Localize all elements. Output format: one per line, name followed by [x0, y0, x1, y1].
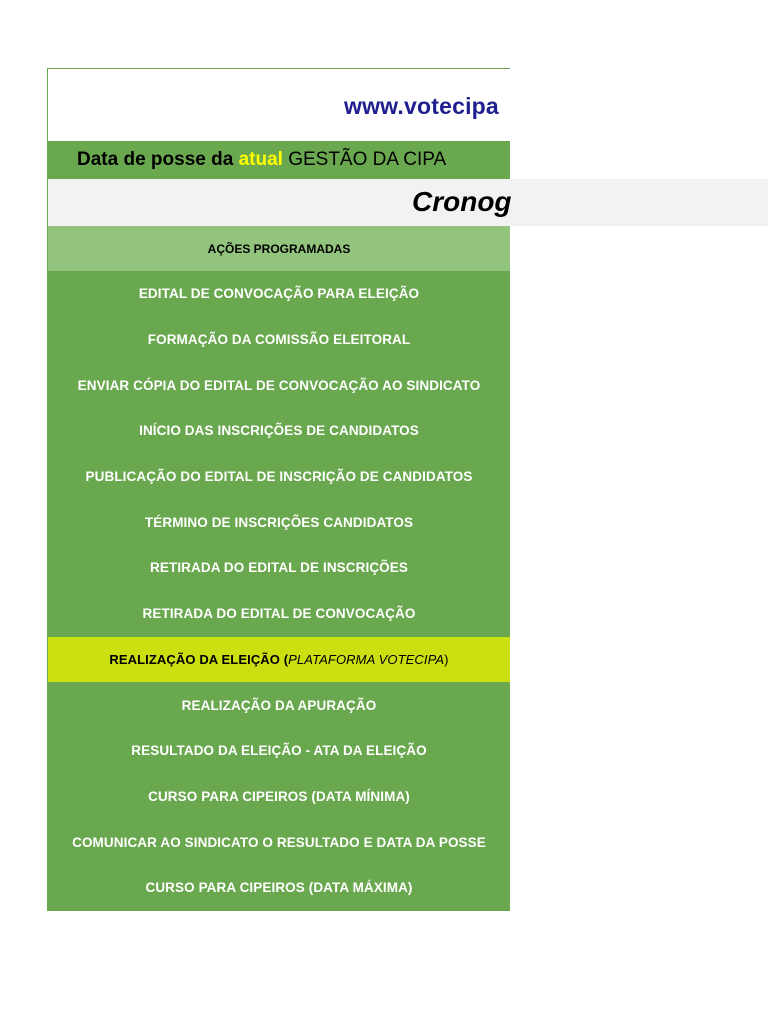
- table-row[interactable]: ENVIAR CÓPIA DO EDITAL DE CONVOCAÇÃO AO SINDICATO: [48, 362, 510, 408]
- column-header-acoes: AÇÕES PROGRAMADAS: [48, 226, 510, 271]
- posse-highlight: atual: [238, 149, 283, 170]
- table-row[interactable]: PUBLICAÇÃO DO EDITAL DE INSCRIÇÃO DE CANDIDATOS: [48, 454, 510, 500]
- cronograma-title: Cronog: [412, 186, 512, 217]
- website-url[interactable]: www.votecipa: [344, 93, 499, 119]
- table-row[interactable]: TÉRMINO DE INSCRIÇÕES CANDIDATOS: [48, 499, 510, 545]
- table-row[interactable]: REALIZAÇÃO DA APURAÇÃO: [48, 682, 510, 728]
- posse-label: [77, 149, 446, 171]
- table-row[interactable]: RETIRADA DO EDITAL DE INSCRIÇÕES: [48, 545, 510, 591]
- url-row: [48, 69, 510, 141]
- posse-row: [48, 141, 510, 179]
- table-row[interactable]: RESULTADO DA ELEIÇÃO - ATA DA ELEIÇÃO: [48, 728, 510, 774]
- table-row[interactable]: INÍCIO DAS INSCRIÇÕES DE CANDIDATOS: [48, 408, 510, 454]
- table-row[interactable]: FORMAÇÃO DA COMISSÃO ELEITORAL: [48, 317, 510, 363]
- table-row[interactable]: EDITAL DE CONVOCAÇÃO PARA ELEIÇÃO: [48, 271, 510, 317]
- table-row[interactable]: RETIRADA DO EDITAL DE CONVOCAÇÃO: [48, 591, 510, 637]
- table-row-eleicao[interactable]: [48, 637, 510, 683]
- eleicao-close: ): [444, 651, 449, 667]
- cronograma-spacer: [48, 179, 510, 226]
- table-row[interactable]: CURSO PARA CIPEIROS (DATA MÍNIMA): [48, 774, 510, 820]
- posse-suffix: GESTÃO DA CIPA: [282, 149, 447, 170]
- table-row[interactable]: COMUNICAR AO SINDICATO O RESULTADO E DATA DA POSSE: [48, 819, 510, 865]
- spreadsheet-table: [47, 68, 510, 911]
- eleicao-platform: PLATAFORMA VOTECIPA: [288, 651, 445, 667]
- eleicao-label: REALIZAÇÃO DA ELEIÇÃO (: [109, 651, 289, 667]
- posse-prefix: Data de posse da: [77, 149, 239, 170]
- table-row[interactable]: CURSO PARA CIPEIROS (DATA MÁXIMA): [48, 865, 510, 911]
